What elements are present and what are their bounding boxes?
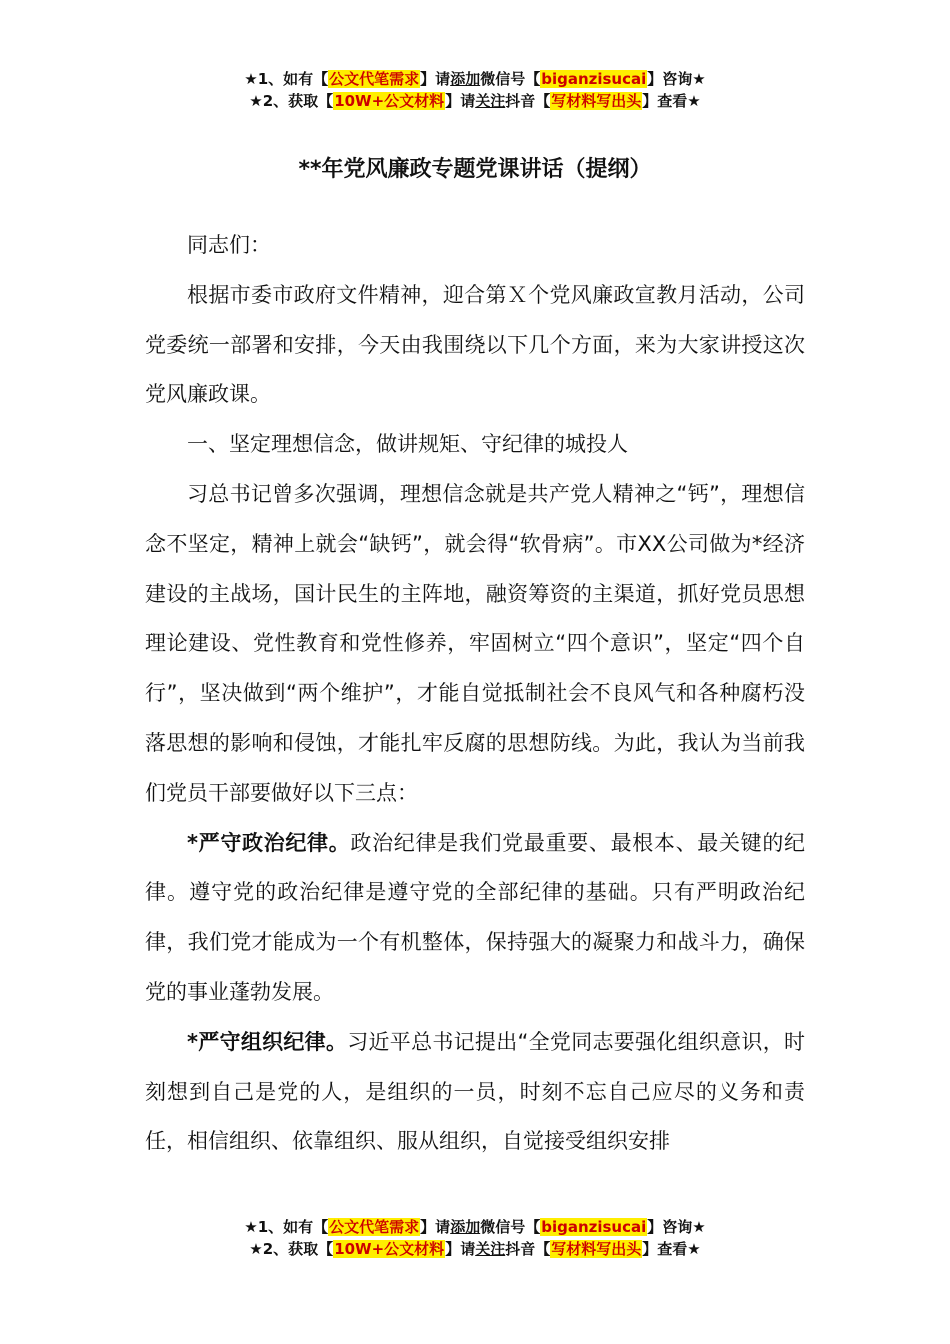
salutation: 同志们： bbox=[187, 233, 271, 257]
document-title: **年党风廉政专题党课讲话（提纲） bbox=[298, 157, 652, 182]
highlight-text: 公文代笔需求 bbox=[329, 70, 420, 88]
point-lead: *严守组织纪律。 bbox=[187, 1029, 348, 1054]
wechat-id: biganzisucai bbox=[541, 70, 647, 88]
section-heading: 一、坚定理想信念，做讲规矩、守纪律的城投人 bbox=[187, 432, 628, 457]
promo-line-1: ★1、如有【公文代笔需求】请添加微信号【biganzisucai】咨询★ bbox=[244, 1218, 706, 1236]
paragraph: 根据市委市政府文件精神，迎合第Ｘ个党风廉政宣教月活动，公司党委统一部署和安排，今天由我围绕以下几个方面，来为大家讲授这次党风廉政课。 bbox=[145, 282, 805, 407]
douyin-account: 写材料写出头 bbox=[551, 92, 642, 110]
highlight-text: 10W+公文材料 bbox=[334, 92, 445, 110]
highlight-text: 10W+公文材料 bbox=[334, 1240, 445, 1258]
point-lead: *严守政治纪律。 bbox=[187, 830, 351, 855]
paragraph: *严守组织纪律。习近平总书记提出“全党同志要强化组织意识，时刻想到自己是党的人，是组织的一员，时刻不忘自己应尽的义务和责任，相信组织、依靠组织、服从组织，自觉接受组织安排 bbox=[145, 1029, 805, 1154]
highlight-text: 公文代笔需求 bbox=[329, 1218, 420, 1236]
promo-line-2: ★2、获取【10W+公文材料】请关注抖音【写材料写出头】查看★ bbox=[249, 92, 701, 110]
promo-banner-top bbox=[0, 68, 950, 112]
promo-banner-bottom bbox=[0, 1216, 950, 1260]
document-body bbox=[145, 221, 805, 1167]
douyin-account: 写材料写出头 bbox=[551, 1240, 642, 1258]
paragraph: 习总书记曾多次强调，理想信念就是共产党人精神之“钙”，理想信念不坚定，精神上就会“缺钙”，就会得“软骨病”。市XX公司做为*经济建设的主战场，国计民生的主阵地，融资筹资的主渠道，抓好党员思想理论建设、党性教育和党性修养，牢固树立“四个意识”，坚定“四个自行”，坚决做到“两个维护”，才能自觉抵制社会不良风气和各种腐朽没落思想的影响和侵蚀，才能扎牢反腐的思想防线。为此，我认为当前我们党员干部要做好以下三点： bbox=[145, 481, 805, 805]
wechat-id: biganzisucai bbox=[541, 1218, 647, 1236]
promo-line-2: ★2、获取【10W+公文材料】请关注抖音【写材料写出头】查看★ bbox=[249, 1240, 701, 1258]
paragraph: *严守政治纪律。政治纪律是我们党最重要、最根本、最关键的纪律。遵守党的政治纪律是遵守党的全部纪律的基础。只有严明政治纪律，我们党才能成为一个有机整体，保持强大的凝聚力和战斗力，确保党的事业蓬勃发展。 bbox=[145, 830, 806, 1004]
promo-line-1: ★1、如有【公文代笔需求】请添加微信号【biganzisucai】咨询★ bbox=[244, 70, 706, 88]
